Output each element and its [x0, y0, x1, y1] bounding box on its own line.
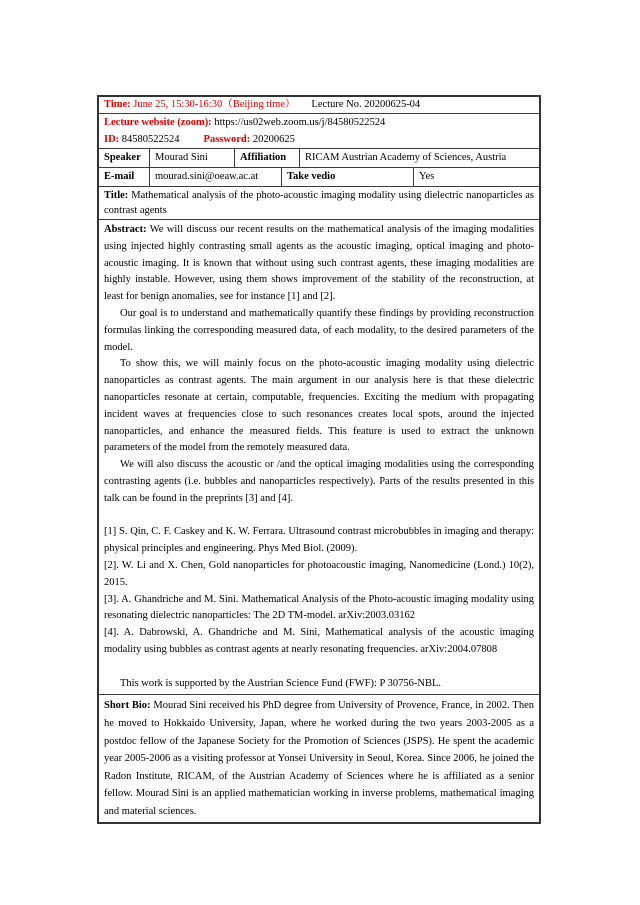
abstract-paragraph-2: Our goal is to understand and mathematically quantify these findings by providing reconstruction formulas linking the corresponding measured data, of each modality, to the desired parameters of the model. [104, 307, 534, 353]
spacer-line [104, 508, 534, 525]
website-label: Lecture website (zoom): [104, 117, 212, 128]
time-label: Time: [104, 99, 131, 110]
funding-acknowledgement: This work is supported by the Austrian Science Fund (FWF): P 30756-NBL. [120, 677, 442, 689]
affiliation-label: Affiliation [235, 149, 300, 167]
speaker-label: Speaker [99, 149, 150, 167]
short-bio-text: Mourad Sini received his PhD degree from University of Provence, France, in 2002. Then he moved to Hokkaido University, Japan, where he worked during the two years 2003-2005 as a postdoc fellow of the Japanese Society for the Promotion of Sciences (JSPS). He spent the academic year 2005-2006 as a visiting professor at Yonsei University in Seoul, Korea. Since 2006, he joined the Radon Institute, RICAM, of the Austrian Academy of Sciences where he is affiliated as a senior fellow. Mourad Sini is an applied mathematician working in inverse problems, mathematical imaging and material sciences. [104, 700, 534, 817]
speaker-name: Mourad Sini [150, 149, 235, 167]
meeting-id-label: ID: [104, 134, 120, 146]
time-row [99, 97, 539, 114]
reference-4: [4]. A. Dabrowski, A. Ghandriche and M. Sini, Mathematical analysis of the acoustic imaging modality using bubbles as contrast agents at nearly resonating frequencies. arXiv:2004.07808 [104, 627, 534, 655]
title-text: Mathematical analysis of the photo-acoustic imaging modality using dielectric nanoparticles as contrast agents [104, 190, 534, 216]
short-bio-label: Short Bio: [104, 700, 151, 712]
abstract-paragraph-1 [104, 222, 534, 306]
meeting-id-value: 84580522524 [119, 134, 180, 146]
lecture-announcement-table [97, 95, 541, 824]
title-label: Title: [104, 190, 129, 201]
abstract-paragraph-1-text: We will discuss our recent results on the mathematical analysis of the imaging modalities using injected highly contrasting small agents as the acoustic imaging, optical imaging and photo-acoustic imaging. It is known that without using such contrast agents, these imaging modalities are highly instable. However, using them shows improvement of the stability of the reconstruction, at least for benign anomalies, see for instance [1] and [2]. [104, 224, 534, 303]
title-row [99, 187, 539, 220]
time-value: June 25, 15:30-16:30（Beijing time） [130, 99, 296, 110]
zoom-website-line [104, 114, 534, 131]
short-bio-row [99, 695, 539, 822]
reference-2: [2]. W. Li and X. Chen, Gold nanoparticles for photoacoustic imaging, Nanomedicine (Lond.) 10(2), 2015. [104, 559, 534, 588]
reference-1: [1] S. Qin, C. F. Caskey and K. W. Ferrara. Ultrasound contrast microbubbles in imaging and therapy: physical principles and engineering. Phys Med Biol. (2009). [104, 526, 534, 555]
lecture-number: Lecture No. 20200625-04 [311, 99, 421, 110]
zoom-info-row [99, 114, 539, 149]
affiliation-value: RICAM Austrian Academy of Sciences, Austria [305, 152, 507, 163]
spacer-line [104, 659, 534, 676]
password-value: 20200625 [250, 134, 295, 146]
website-url: https://us02web.zoom.us/j/84580522524 [211, 117, 386, 128]
short-bio [104, 697, 534, 820]
take-video-label: Take vedio [282, 168, 414, 186]
email-address: mourad.sini@oeaw.ac.at [150, 168, 282, 186]
zoom-credentials-line [104, 131, 534, 148]
take-video-value: Yes [419, 171, 435, 182]
reference-3: [3]. A. Ghandriche and M. Sini. Mathematical Analysis of the Photo-acoustic imaging modality using resonating dielectric nanoparticles: The 2D TM-model. arXiv:2003.03162 [104, 593, 534, 622]
abstract-label: Abstract: [104, 224, 147, 235]
talk-title [104, 188, 534, 218]
password-label: Password: [203, 134, 251, 146]
abstract-paragraph-4: We will also discuss the acoustic or /and the optical imaging modalities using the corresponding contrasting agents (i.e. bubbles and nanoparticles respectively). Parts of the results presented in this talk can be found in the preprints [3] and [4]. [104, 459, 534, 504]
abstract-row [99, 220, 539, 695]
email-row [99, 168, 539, 187]
speaker-row [99, 149, 539, 168]
email-label: E-mail [99, 168, 150, 186]
abstract-paragraph-3: To show this, we will mainly focus on the photo-acoustic imaging modality using dielectric nanoparticles as contrast agents. The main argument in our analysis here is that these dielectric nanoparticles resonate at certain, computable, frequencies. Exciting the medium with propagating incident waves at frequencies close to such resonances creates local spots, around the injected nanoparticles, and enhance the measured fields. This feature is used to extract the unknown parameters of the model from the remotely measured data. [104, 358, 534, 454]
